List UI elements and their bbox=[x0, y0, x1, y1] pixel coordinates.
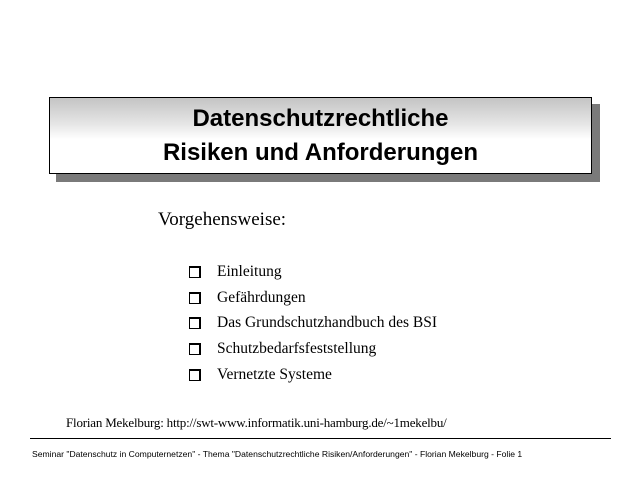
footer-text: Seminar "Datenschutz in Computernetzen" - Thema "Datenschutzrechtliche Risiken/Anforderungen" - Florian Mekelburg - Folie 1 bbox=[32, 449, 523, 459]
author-line: Florian Mekelburg: http://swt-www.informatik.uni-hamburg.de/~1mekelbu/ bbox=[66, 415, 447, 430]
title-box bbox=[49, 97, 592, 174]
agenda-item bbox=[189, 311, 437, 337]
agenda-item-label: Vernetzte Systeme bbox=[217, 366, 332, 384]
section-heading: Vorgehensweise: bbox=[158, 209, 287, 230]
checkbox-icon bbox=[189, 317, 201, 329]
agenda-item-label: Das Grundschutzhandbuch des BSI bbox=[217, 314, 437, 332]
checkbox-icon bbox=[189, 266, 201, 278]
agenda-item-label: Gefährdungen bbox=[217, 288, 306, 306]
agenda-item-label: Schutzbedarfsfeststellung bbox=[217, 340, 377, 358]
title-line-2: Risiken und Anforderungen bbox=[162, 138, 479, 166]
checkbox-icon bbox=[189, 292, 201, 304]
agenda-list bbox=[189, 259, 437, 388]
agenda-item bbox=[189, 362, 437, 388]
title-line-1: Datenschutzrechtliche bbox=[192, 104, 449, 132]
agenda-item bbox=[189, 336, 437, 362]
checkbox-icon bbox=[189, 343, 201, 355]
agenda-item bbox=[189, 259, 437, 285]
footer-divider bbox=[30, 438, 611, 439]
agenda-item-label: Einleitung bbox=[217, 262, 282, 280]
agenda-item bbox=[189, 285, 437, 311]
checkbox-icon bbox=[189, 369, 201, 381]
